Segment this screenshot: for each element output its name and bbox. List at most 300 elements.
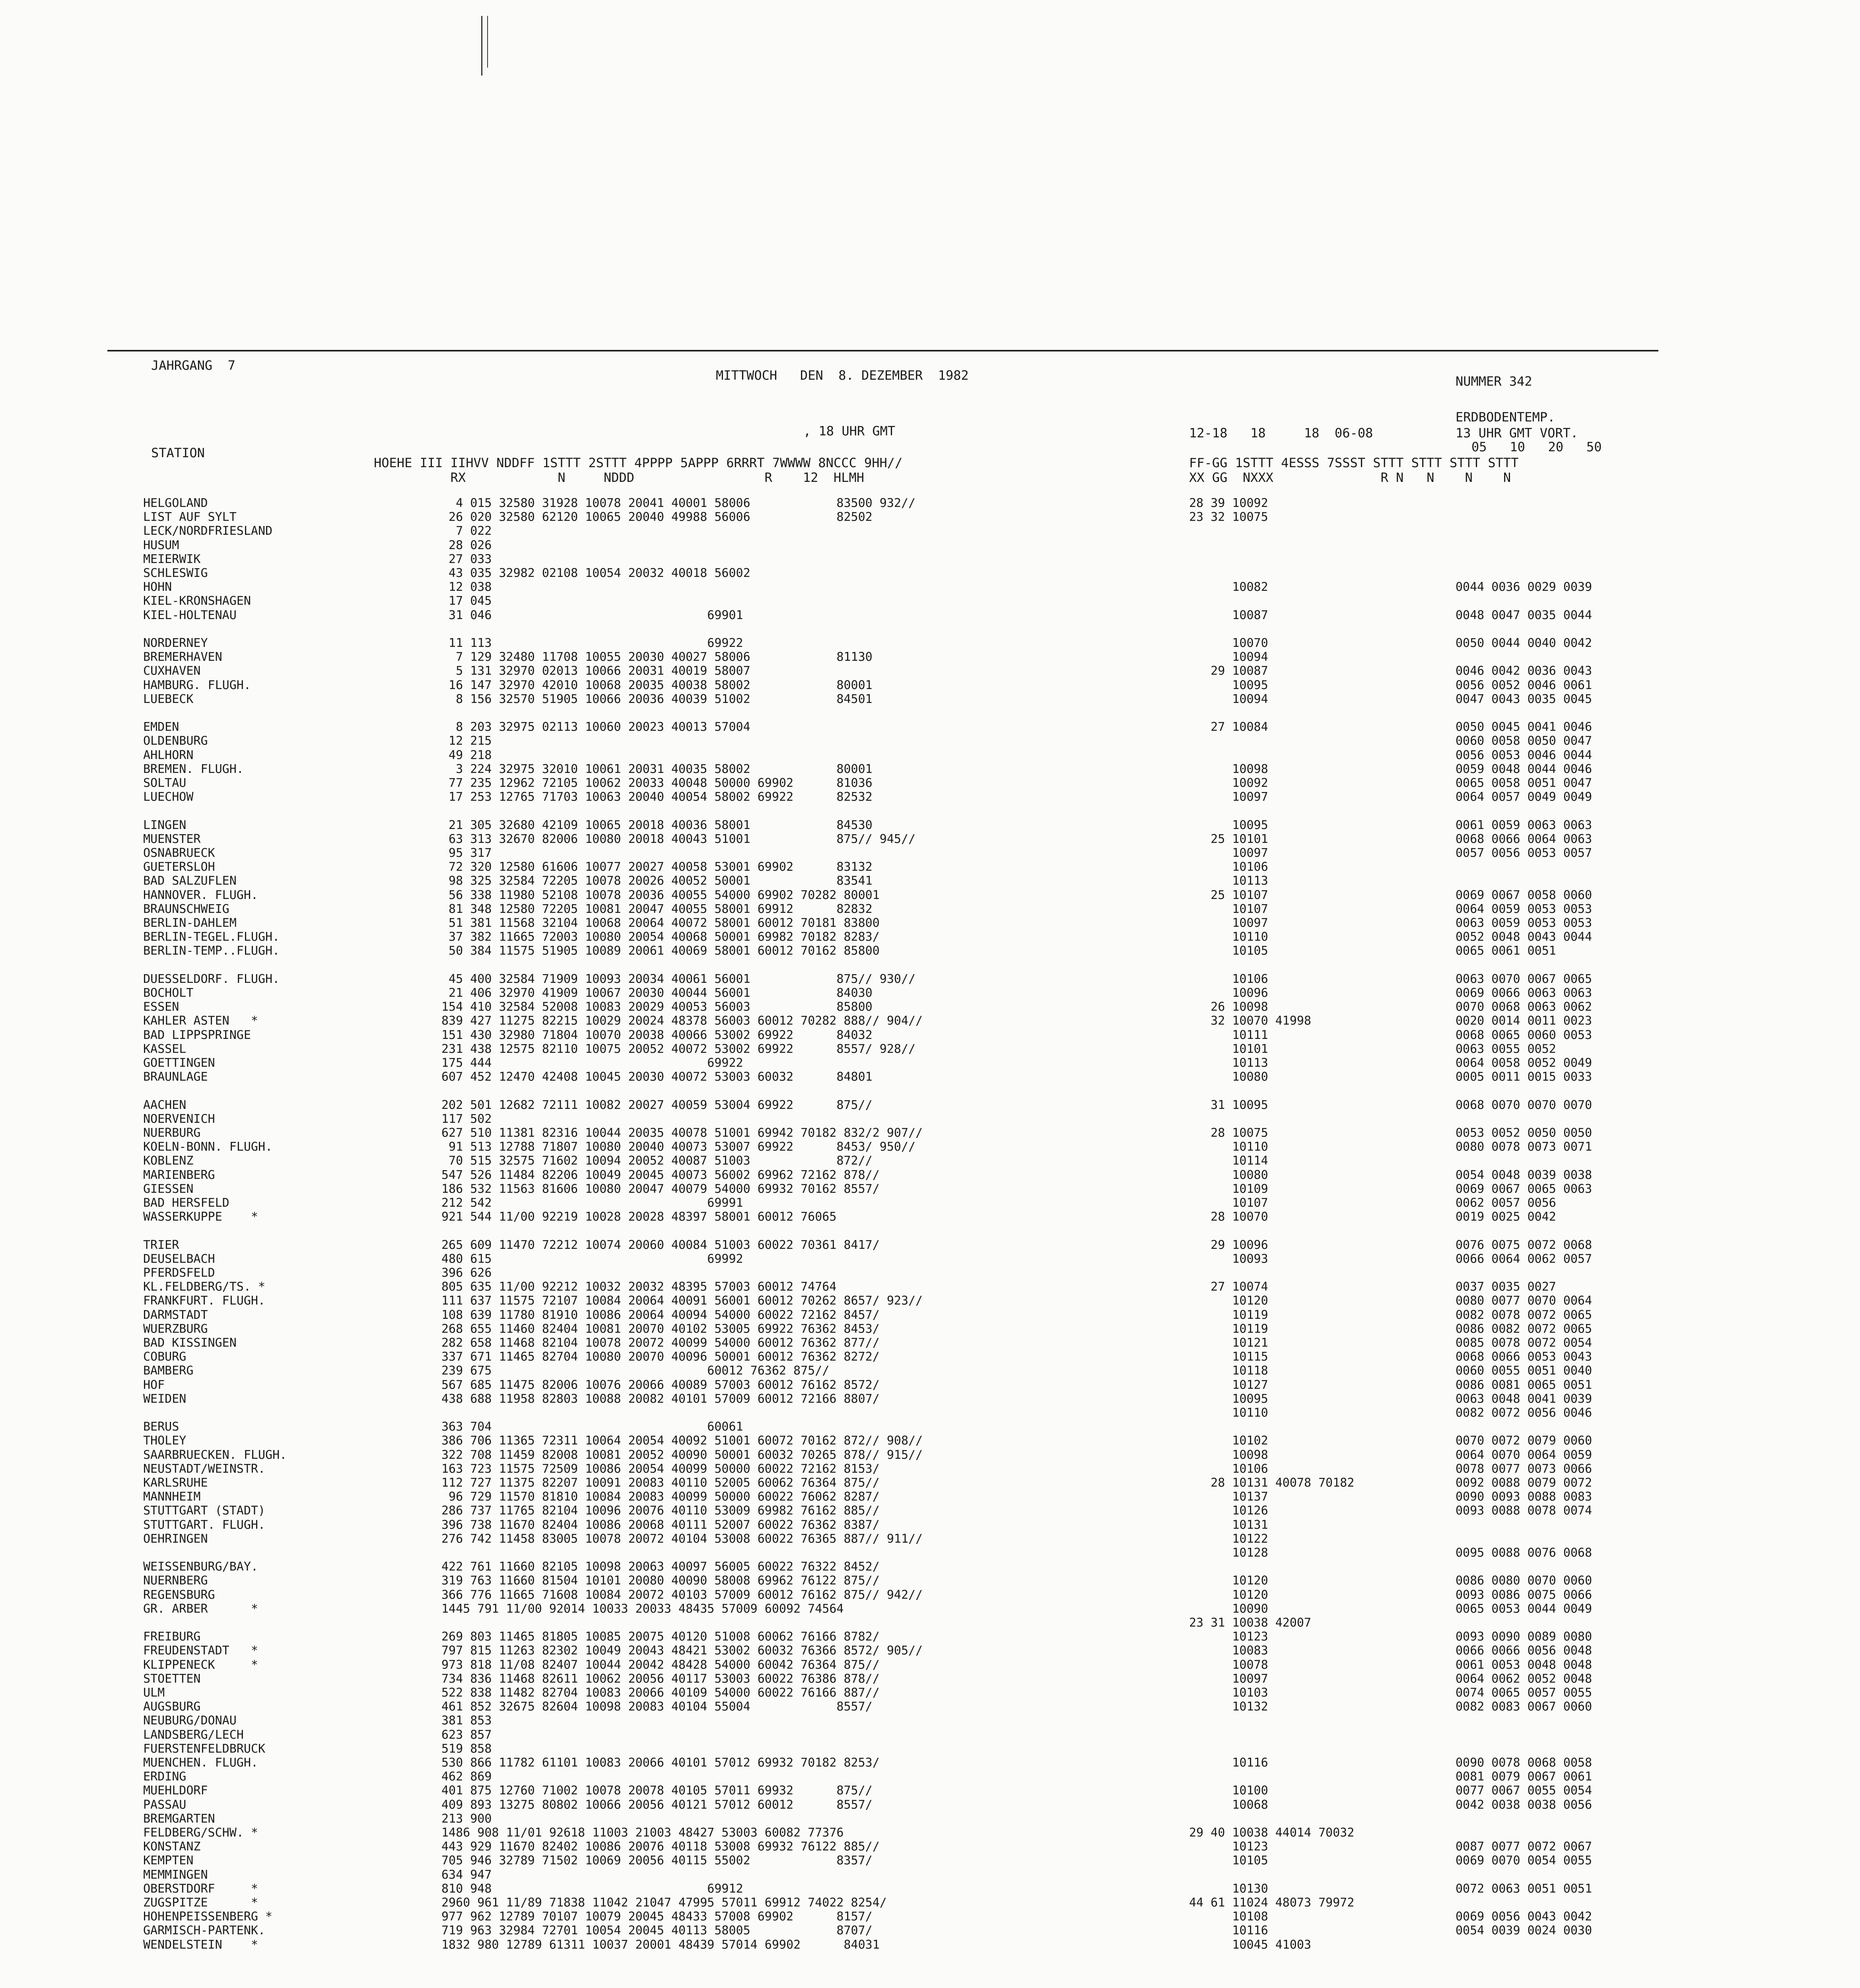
table-row (107, 903, 1658, 916)
station-name: CUXHAVEN (143, 664, 201, 678)
row-ff-values: 44 61 11024 48073 79972 (1189, 1896, 1355, 1910)
row-soil-temps: 0070 0068 0063 0062 (1456, 1000, 1592, 1014)
station-name: BAD SALZUFLEN (143, 874, 237, 888)
row-soil-temps: 0080 0077 0070 0064 (1456, 1294, 1592, 1308)
table-row (107, 1113, 1658, 1126)
row-soil-temps: 0057 0056 0053 0057 (1456, 846, 1592, 860)
table-row (107, 637, 1658, 650)
row-ff-values: 31 10095 (1189, 1098, 1268, 1112)
table-row (107, 1714, 1658, 1727)
row-soil-temps: 0068 0065 0060 0053 (1456, 1028, 1592, 1042)
table-row (107, 1239, 1658, 1252)
station-name: BERLIN-DAHLEM (143, 916, 237, 930)
row-ff-values: 10096 (1189, 986, 1268, 1000)
table-row (107, 1729, 1658, 1741)
row-observations: 276 742 11458 83005 10078 20072 40104 53008 60022 76365 887// 911// (441, 1532, 923, 1546)
row-observations: 322 708 11459 82008 10081 20052 40090 50001 60032 70265 878// 915// (441, 1448, 923, 1462)
station-name: SCHLESWIG (143, 566, 208, 580)
row-soil-temps: 0037 0035 0027 (1456, 1280, 1556, 1294)
table-row (107, 861, 1658, 874)
table-row (107, 1603, 1658, 1615)
table-row (107, 833, 1658, 846)
station-name: KIEL-KRONSHAGEN (143, 594, 251, 608)
table-row (107, 1169, 1658, 1182)
row-ff-values: 10121 (1189, 1336, 1268, 1350)
row-ff-values: 10080 (1189, 1168, 1268, 1182)
station-name: OLDENBURG (143, 734, 208, 748)
row-ff-values: 10110 (1189, 930, 1268, 944)
row-observations: 11 113 69922 (441, 636, 743, 650)
table-row (107, 805, 1658, 817)
row-ff-values: 10115 (1189, 1350, 1268, 1364)
table-row (107, 1854, 1658, 1867)
row-observations: 480 615 69992 (441, 1252, 743, 1266)
jahrgang: JAHRGANG 7 (151, 358, 235, 373)
station-name: HANNOVER. FLUGH. (143, 888, 258, 902)
row-observations: 461 852 32675 82604 10098 20083 40104 55004 8557/ (441, 1700, 873, 1714)
row-observations: 12 215 (441, 734, 492, 748)
row-ff-values: 10080 (1189, 1070, 1268, 1084)
row-ff-values: 10127 (1189, 1378, 1268, 1392)
table-row (107, 1533, 1658, 1545)
row-ff-values: 10110 (1189, 1140, 1268, 1154)
row-observations: 3 224 32975 32010 10061 20031 40035 58002 80001 (441, 762, 873, 776)
row-observations: 26 020 32580 62120 10065 20040 49988 56006 82502 (441, 510, 873, 524)
table-row (107, 1253, 1658, 1266)
row-observations: 386 706 11365 72311 10064 20054 40092 51001 60072 70162 872// 908// (441, 1434, 923, 1448)
row-observations: 366 776 11665 71608 10084 20072 40103 57009 60012 76162 875// 942// (441, 1588, 923, 1602)
row-observations: 5 131 32970 02013 10066 20031 40019 58007 (441, 664, 750, 678)
row-ff-values: 10106 (1189, 972, 1268, 986)
station-name: MEIERWIK (143, 552, 201, 566)
row-observations: 63 313 32670 82006 10080 20018 40043 51001 875// 945// (441, 832, 916, 846)
row-ff-values: 10098 (1189, 762, 1268, 776)
table-row (107, 749, 1658, 762)
table-row (107, 1547, 1658, 1559)
row-observations: 1486 908 11/01 92618 11003 21003 48427 53003 60082 77376 (441, 1826, 844, 1840)
table-row (107, 1001, 1658, 1013)
row-observations: 2960 961 11/89 71838 11042 21047 47995 57011 69912 74022 8254/ (441, 1896, 887, 1910)
row-soil-temps: 0056 0053 0046 0044 (1456, 748, 1592, 762)
row-observations: 409 893 13275 80802 10066 20056 40121 57012 60012 8557/ (441, 1798, 873, 1812)
station-name: WEISSENBURG/BAY. (143, 1560, 258, 1574)
row-ff-values: 23 32 10075 (1189, 510, 1268, 524)
row-ff-values: 10097 (1189, 790, 1268, 804)
row-soil-temps: 0047 0043 0035 0045 (1456, 692, 1592, 706)
row-soil-temps: 0064 0058 0052 0049 (1456, 1056, 1592, 1070)
row-ff-values: 10097 (1189, 846, 1268, 860)
row-ff-values: 10101 (1189, 1042, 1268, 1056)
row-observations: 163 723 11575 72509 10086 20054 40099 50000 60022 72162 8153/ (441, 1462, 880, 1476)
table-row (107, 1099, 1658, 1112)
row-ff-values: 10126 (1189, 1504, 1268, 1518)
row-ff-values: 10095 (1189, 1392, 1268, 1406)
table-row (107, 511, 1658, 524)
row-observations: 175 444 69922 (441, 1056, 743, 1070)
row-observations: 202 501 12682 72111 10082 20027 40059 53004 69922 875// (441, 1098, 873, 1112)
row-observations: 705 946 32789 71502 10069 20056 40115 55002 8357/ (441, 1854, 873, 1868)
row-soil-temps: 0059 0048 0044 0046 (1456, 762, 1592, 776)
station-name: LINGEN (143, 818, 187, 832)
table-row (107, 1379, 1658, 1392)
row-ff-values: 10095 (1189, 818, 1268, 832)
station-name: HOHN (143, 580, 172, 594)
table-row (107, 1827, 1658, 1839)
station-name: MARIENBERG (143, 1168, 215, 1182)
table-row (107, 581, 1658, 594)
row-observations: 213 900 (441, 1811, 492, 1826)
row-soil-temps: 0053 0052 0050 0050 (1456, 1126, 1592, 1140)
row-ff-values: 28 10070 (1189, 1210, 1268, 1224)
row-soil-temps: 0064 0070 0064 0059 (1456, 1448, 1592, 1462)
table-row (107, 1183, 1658, 1196)
table-row (107, 1155, 1658, 1167)
station-name: SOLTAU (143, 776, 187, 790)
station-name: BREMEN. FLUGH. (143, 762, 244, 776)
row-ff-values: 10128 (1189, 1546, 1268, 1560)
table-row (107, 1505, 1658, 1517)
row-soil-temps: 0069 0056 0043 0042 (1456, 1910, 1592, 1924)
row-observations: 634 947 (441, 1868, 492, 1882)
station-name: AUGSBURG (143, 1700, 201, 1714)
table-row (107, 1295, 1658, 1307)
station-name: REGENSBURG (143, 1588, 215, 1602)
station-name: KOELN-BONN. FLUGH. (143, 1140, 273, 1154)
station-name: BERUS (143, 1420, 179, 1434)
row-observations: 627 510 11381 82316 10044 20035 40078 51001 69942 70182 832/2 907// (441, 1126, 923, 1140)
row-ff-values: 26 10098 (1189, 1000, 1268, 1014)
row-ff-values: 10113 (1189, 1056, 1268, 1070)
row-observations: 810 948 69912 (441, 1881, 743, 1896)
row-ff-values: 10119 (1189, 1308, 1268, 1322)
row-soil-temps: 0092 0088 0079 0072 (1456, 1476, 1592, 1490)
station-name: LECK/NORDFRIESLAND (143, 524, 273, 538)
table-row (107, 1743, 1658, 1755)
row-observations: 49 218 (441, 748, 492, 762)
scan-mark (487, 16, 488, 68)
row-ff-values: 27 10084 (1189, 720, 1268, 734)
station-name: FUERSTENFELDBRUCK (143, 1741, 266, 1756)
row-ff-values: 29 10096 (1189, 1238, 1268, 1252)
station-name: KL.FELDBERG/TS. * (143, 1280, 266, 1294)
row-observations: 77 235 12962 72105 10062 20033 40048 50000 69902 81036 (441, 776, 873, 790)
row-ff-values: 10078 (1189, 1658, 1268, 1672)
table-row (107, 1659, 1658, 1672)
table-row (107, 1197, 1658, 1209)
table-row (107, 945, 1658, 957)
row-observations: 21 406 32970 41909 10067 20030 40044 56001 84030 (441, 986, 873, 1000)
row-ff-values: 10110 (1189, 1406, 1268, 1420)
row-ff-values: 10095 (1189, 678, 1268, 692)
row-soil-temps: 0065 0058 0051 0047 (1456, 776, 1592, 790)
row-soil-temps: 0066 0066 0056 0048 (1456, 1644, 1592, 1658)
row-observations: 98 325 32584 72205 10078 20026 40052 50001 83541 (441, 874, 873, 888)
station-name: TRIER (143, 1238, 179, 1252)
table-row (107, 1351, 1658, 1363)
row-observations: 108 639 11780 81910 10086 20064 40094 54000 60022 72162 8457/ (441, 1308, 880, 1322)
table-row (107, 1883, 1658, 1895)
station-name: GR. ARBER * (143, 1602, 258, 1616)
table-row (107, 1015, 1658, 1027)
row-observations: 81 348 12580 72205 10081 20047 40055 58001 69912 82832 (441, 902, 873, 916)
row-ff-values: 10114 (1189, 1154, 1268, 1168)
row-soil-temps: 0005 0011 0015 0033 (1456, 1070, 1592, 1084)
table-row (107, 847, 1658, 860)
row-ff-values: 32 10070 41998 (1189, 1014, 1312, 1028)
table-row (107, 819, 1658, 832)
row-observations: 8 156 32570 51905 10066 20036 40039 51002 84501 (441, 692, 873, 706)
row-soil-temps: 0054 0039 0024 0030 (1456, 1924, 1592, 1938)
station-name: HOF (143, 1378, 165, 1392)
row-soil-temps: 0082 0078 0072 0065 (1456, 1308, 1592, 1322)
station-name: DARMSTADT (143, 1308, 208, 1322)
row-observations: 96 729 11570 81810 10084 20083 40099 50000 60022 76062 8287/ (441, 1490, 880, 1504)
row-ff-values: 10105 (1189, 1854, 1268, 1868)
table-row (107, 1071, 1658, 1083)
ff-columns-header: FF-GG 1STTT 4ESSS 7SSST STTT STTT STTT STTT (1189, 455, 1519, 470)
table-row (107, 1561, 1658, 1573)
table-row (107, 623, 1658, 636)
row-observations: 7 129 32480 11708 10055 20030 40027 58006 81130 (441, 650, 873, 664)
station-name: LIST AUF SYLT (143, 510, 237, 524)
table-row (107, 959, 1658, 972)
station-name: LUEBECK (143, 692, 194, 706)
row-observations: 401 875 12760 71002 10078 20078 40105 57011 69932 875// (441, 1784, 873, 1798)
table-row (107, 1421, 1658, 1433)
row-observations: 31 046 69901 (441, 608, 743, 622)
row-observations: 396 738 11670 82404 10086 20068 40111 52007 60022 76362 8387/ (441, 1518, 880, 1532)
station-name: HELGOLAND (143, 496, 208, 510)
row-soil-temps: 0056 0052 0046 0061 (1456, 678, 1592, 692)
row-ff-values: 23 31 10038 42007 (1189, 1616, 1312, 1630)
table-row (107, 1687, 1658, 1699)
row-ff-values: 10106 (1189, 1462, 1268, 1476)
station-name: KIEL-HOLTENAU (143, 608, 237, 622)
row-soil-temps: 0046 0042 0036 0043 (1456, 664, 1592, 678)
row-soil-temps: 0074 0065 0057 0055 (1456, 1686, 1592, 1700)
table-row (107, 1757, 1658, 1769)
row-soil-temps: 0061 0059 0063 0063 (1456, 818, 1592, 832)
row-observations: 422 761 11660 82105 10098 20063 40097 56005 60022 76322 8452/ (441, 1560, 880, 1574)
table-row (107, 777, 1658, 790)
table-row (107, 875, 1658, 887)
row-ff-values: 10120 (1189, 1588, 1268, 1602)
station-name: KASSEL (143, 1042, 187, 1056)
table-row (107, 987, 1658, 1000)
station-name: THOLEY (143, 1434, 187, 1448)
row-ff-values: 10109 (1189, 1182, 1268, 1196)
row-observations: 186 532 11563 81606 10080 20047 40079 54000 69932 70162 8557/ (441, 1182, 880, 1196)
station-name: LANDSBERG/LECH (143, 1728, 244, 1742)
row-ff-values: 10132 (1189, 1700, 1268, 1714)
row-soil-temps: 0061 0053 0048 0048 (1456, 1658, 1592, 1672)
row-soil-temps: 0060 0058 0050 0047 (1456, 734, 1592, 748)
station-name: KOBLENZ (143, 1154, 194, 1168)
row-observations: 21 305 32680 42109 10065 20018 40036 58001 84530 (441, 818, 873, 832)
station-name: KAHLER ASTEN * (143, 1014, 258, 1028)
table-row (107, 595, 1658, 608)
row-observations: 37 382 11665 72003 10080 20054 40068 50001 69982 70182 8283/ (441, 930, 880, 944)
row-ff-values: 10137 (1189, 1490, 1268, 1504)
row-observations: 797 815 11263 82302 10049 20043 48421 53002 60032 76366 8572/ 905// (441, 1644, 923, 1658)
issue-number: NUMMER 342 (1456, 374, 1532, 389)
row-soil-temps: 0093 0086 0075 0066 (1456, 1588, 1592, 1602)
row-soil-temps: 0069 0070 0054 0055 (1456, 1854, 1592, 1868)
station-name: KLIPPENECK * (143, 1658, 258, 1672)
station-name: BAD LIPPSPRINGE (143, 1028, 251, 1042)
table-row (107, 721, 1658, 734)
table-row (107, 1043, 1658, 1056)
row-soil-temps: 0044 0036 0029 0039 (1456, 580, 1592, 594)
uhr-vort-label: 13 UHR GMT VORT. (1456, 425, 1578, 441)
row-observations: 45 400 32584 71909 10093 20034 40061 56001 875// 930// (441, 972, 916, 986)
table-row (107, 973, 1658, 986)
row-observations: 719 963 32984 72701 10054 20045 40113 58005 8707/ (441, 1924, 873, 1938)
row-observations: 111 637 11575 72107 10084 20064 40091 56001 60012 70262 8657/ 923// (441, 1294, 923, 1308)
row-soil-temps: 0093 0090 0089 0080 (1456, 1630, 1592, 1644)
row-ff-values: 29 40 10038 44014 70032 (1189, 1826, 1355, 1840)
row-observations: 27 033 (441, 552, 492, 566)
table-row (107, 1589, 1658, 1602)
table-row (107, 1309, 1658, 1322)
row-observations: 363 704 60061 (441, 1420, 743, 1434)
station-name: FREUDENSTADT * (143, 1644, 258, 1658)
row-ff-values: 10120 (1189, 1574, 1268, 1588)
row-ff-values: 10094 (1189, 692, 1268, 706)
row-observations: 567 685 11475 82006 10076 20066 40089 57003 60012 76162 8572/ (441, 1378, 880, 1392)
row-observations: 7 022 (441, 524, 492, 538)
station-name: BREMGARTEN (143, 1811, 215, 1826)
station-name: BAMBERG (143, 1364, 194, 1378)
row-observations: 381 853 (441, 1714, 492, 1728)
row-observations: 4 015 32580 31928 10078 20041 40001 58006 83500 932// (441, 496, 916, 510)
row-soil-temps: 0082 0072 0056 0046 (1456, 1406, 1592, 1420)
row-soil-temps: 0065 0053 0044 0049 (1456, 1602, 1592, 1616)
station-name: MEMMINGEN (143, 1868, 208, 1882)
row-observations: 91 513 12788 71807 10080 20040 40073 53007 69922 8453/ 950// (441, 1140, 916, 1154)
row-soil-temps: 0062 0057 0056 (1456, 1196, 1556, 1210)
station-name: STUTTGART. FLUGH. (143, 1518, 266, 1532)
row-soil-temps: 0093 0088 0078 0074 (1456, 1504, 1592, 1518)
station-name: WASSERKUPPE * (143, 1210, 258, 1224)
row-ff-values: 10082 (1189, 580, 1268, 594)
table-row (107, 1029, 1658, 1042)
columns-header: HOEHE III IIHVV NDDFF 1STTT 2STTT 4PPPP 5APPP 6RRRT 7WWWW 8NCCC 9HH// (374, 455, 903, 470)
table-row (107, 1057, 1658, 1070)
row-observations: 286 737 11765 82104 10096 20076 40110 53009 69982 76162 885// (441, 1504, 880, 1518)
row-ff-values: 10092 (1189, 776, 1268, 790)
station-name: KEMPTEN (143, 1854, 194, 1868)
station-name: FREIBURG (143, 1630, 201, 1644)
station-name: NOERVENICH (143, 1112, 215, 1126)
table-row (107, 539, 1658, 552)
table-row (107, 763, 1658, 776)
table-row (107, 1701, 1658, 1713)
row-observations: 212 542 69991 (441, 1196, 743, 1210)
station-name: HAMBURG. FLUGH. (143, 678, 251, 692)
row-ff-values: 10119 (1189, 1322, 1268, 1336)
station-name: WENDELSTEIN * (143, 1938, 258, 1952)
row-observations: 112 727 11375 82207 10091 20083 40110 52005 60062 76364 875// (441, 1476, 880, 1490)
row-soil-temps: 0064 0062 0052 0048 (1456, 1672, 1592, 1686)
row-ff-values: 10118 (1189, 1364, 1268, 1378)
row-ff-values: 10130 (1189, 1881, 1268, 1896)
station-name: HOHENPEISSENBERG * (143, 1910, 273, 1924)
row-soil-temps: 0052 0048 0043 0044 (1456, 930, 1592, 944)
row-soil-temps: 0080 0078 0073 0071 (1456, 1140, 1592, 1154)
station-name: WEIDEN (143, 1392, 187, 1406)
row-soil-temps: 0077 0067 0055 0054 (1456, 1784, 1592, 1798)
table-row (107, 1491, 1658, 1503)
station-name: NEUSTADT/WEINSTR. (143, 1462, 266, 1476)
table-row (107, 931, 1658, 944)
station-name: HUSUM (143, 538, 179, 552)
row-soil-temps: 0066 0064 0062 0057 (1456, 1252, 1592, 1266)
station-name: EMDEN (143, 720, 179, 734)
station-name: BRAUNLAGE (143, 1070, 208, 1084)
station-name: MUENSTER (143, 832, 201, 846)
station-name: BERLIN-TEGEL.FLUGH. (143, 930, 280, 944)
table-row (107, 1840, 1658, 1853)
row-soil-temps: 0076 0075 0072 0068 (1456, 1238, 1592, 1252)
station-name: PASSAU (143, 1798, 187, 1812)
row-ff-values: 10123 (1189, 1630, 1268, 1644)
table-row (107, 1337, 1658, 1349)
station-name: MANNHEIM (143, 1490, 201, 1504)
period-label: 12-18 18 18 06-08 (1189, 425, 1373, 441)
table-row (107, 1574, 1658, 1587)
station-name: BAD KISSINGEN (143, 1336, 237, 1350)
station-name: GARMISCH-PARTENK. (143, 1924, 266, 1938)
row-observations: 95 317 (441, 846, 492, 860)
table-row (107, 1463, 1658, 1475)
row-ff-values: 10122 (1189, 1532, 1268, 1546)
row-observations: 547 526 11484 82206 10049 20045 40073 56002 69962 72162 878// (441, 1168, 880, 1182)
table-row (107, 1127, 1658, 1140)
row-observations: 8 203 32975 02113 10060 20023 40013 57004 (441, 720, 750, 734)
row-observations: 977 962 12789 70107 10079 20045 48433 57008 69902 8157/ (441, 1910, 873, 1924)
station-name: KARLSRUHE (143, 1476, 208, 1490)
table-row (107, 1085, 1658, 1097)
row-observations: 839 427 11275 82215 10029 20024 48378 56003 60012 70282 888// 904// (441, 1014, 923, 1028)
row-soil-temps: 0086 0082 0072 0065 (1456, 1322, 1592, 1336)
station-name: DUESSELDORF. FLUGH. (143, 972, 280, 986)
row-observations: 319 763 11660 81504 10101 20080 40090 58008 69962 76122 875// (441, 1574, 880, 1588)
station-name: OSNABRUECK (143, 846, 215, 860)
row-observations: 56 338 11980 52108 10078 20036 40055 54000 69902 70282 80001 (441, 888, 880, 902)
row-soil-temps: 0042 0038 0038 0056 (1456, 1798, 1592, 1812)
table-row (107, 1631, 1658, 1643)
row-ff-values: 25 10107 (1189, 888, 1268, 902)
row-observations: 70 515 32575 71602 10094 20052 40087 51003 872// (441, 1154, 873, 1168)
row-observations: 50 384 11575 51905 10089 20061 40069 58001 60012 70162 85800 (441, 944, 880, 958)
table-row (107, 1784, 1658, 1797)
table-row (107, 651, 1658, 664)
station-name: NORDERNEY (143, 636, 208, 650)
row-ff-values: 10083 (1189, 1644, 1268, 1658)
ff-columns-subheader: XX GG NXXX R N N N N (1189, 470, 1511, 485)
station-name: AHLHORN (143, 748, 194, 762)
row-ff-values: 10113 (1189, 874, 1268, 888)
row-soil-temps: 0070 0072 0079 0060 (1456, 1434, 1592, 1448)
table-row (107, 1939, 1658, 1951)
row-ff-values: 10045 41003 (1189, 1938, 1312, 1952)
row-observations: 28 026 (441, 538, 492, 552)
table-row (107, 609, 1658, 622)
row-ff-values: 10131 (1189, 1518, 1268, 1532)
station-name: NUERNBERG (143, 1574, 208, 1588)
top-rule (107, 350, 1658, 351)
